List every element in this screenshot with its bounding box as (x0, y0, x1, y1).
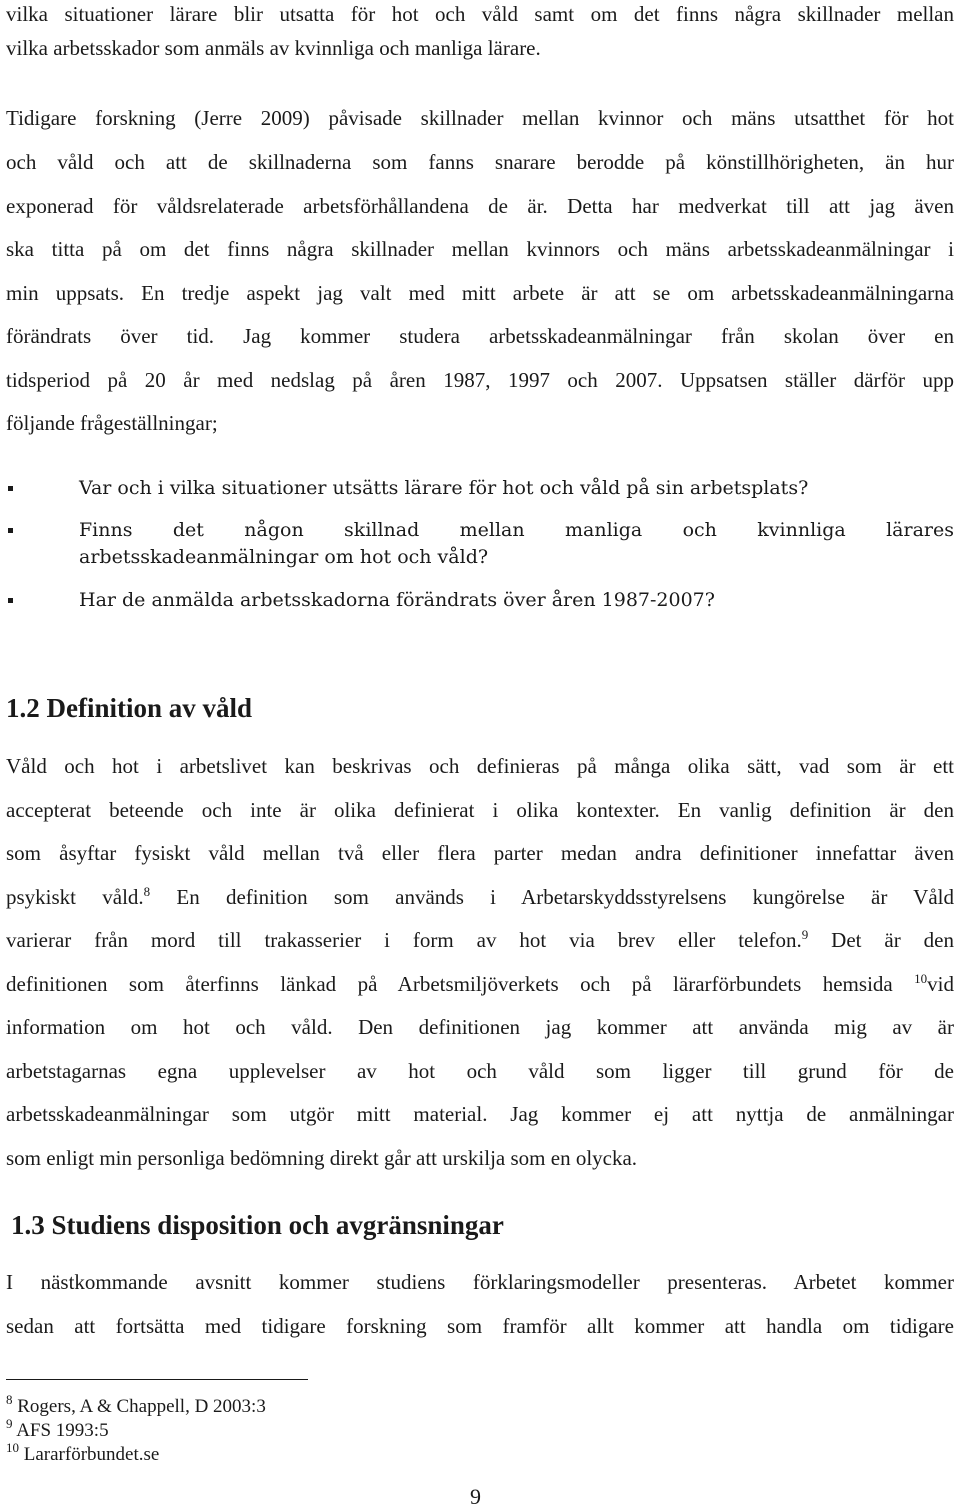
body-text-line: exponerad för våldsrelaterade arbetsförhållandena de är. Detta har medverkat till att jag även (6, 194, 954, 218)
footnote-number: 8 (6, 1392, 13, 1407)
question-item: Var och i vilka situationer utsätts lärare för hot och våld på sin arbetsplats? (79, 477, 809, 499)
body-text-line: sedan att fortsätta med tidigare forskning som framför allt kommer att handla om tidigare (6, 1314, 954, 1338)
footnote-number: 10 (6, 1440, 19, 1455)
text-run: psykiskt våld. (6, 885, 144, 909)
footnote-number: 9 (6, 1416, 13, 1431)
footnote-ref[interactable]: 10 (914, 971, 928, 986)
body-text-line: ska titta på om det finns några skillnader mellan kvinnors och mäns arbetsskadeanmälningar i (6, 237, 954, 261)
body-text-line: som enligt min personliga bedömning direkt går att urskilja som en olycka. (6, 1146, 638, 1170)
footnote (6, 1440, 160, 1466)
body-text-line: vilka situationer lärare blir utsatta för hot och våld samt om det finns några skillnader mellan (6, 2, 954, 26)
body-text-line: Tidigare forskning (Jerre 2009) påvisade skillnader mellan kvinnor och mäns utsatthet för hot (6, 106, 954, 130)
body-text-line: förändrats över tid. Jag kommer studera arbetsskadeanmälningar från skolan över en (6, 324, 954, 348)
footnote-divider (6, 1379, 308, 1380)
body-text-line: I nästkommande avsnitt kommer studiens förklaringsmodeller presenteras. Arbetet kommer (6, 1270, 954, 1294)
body-text-line (6, 970, 954, 998)
bullet-icon (8, 598, 13, 603)
page-number: 9 (470, 1484, 481, 1509)
text-run: Det är den (808, 928, 954, 952)
body-text-line: Våld och hot i arbetslivet kan beskrivas och definieras på många olika sätt, vad som är ett (6, 754, 954, 778)
body-text-line: som åsyftar fysiskt våld mellan två eller flera parter medan andra definitioner innefattar även (6, 841, 954, 865)
text-run: varierar från mord till trakasserier i form av hot via brev eller telefon. (6, 928, 802, 952)
body-text-line: arbetsskadeanmälningar som utgör mitt material. Jag kommer ej att nyttja de anmälningar (6, 1102, 954, 1126)
footnote (6, 1392, 266, 1418)
footnote-ref[interactable]: 9 (801, 927, 809, 942)
body-text-line (6, 926, 954, 954)
question-item: Finns det någon skillnad mellan manliga och kvinnliga lärares (79, 519, 954, 541)
question-item-continuation: arbetsskadeanmälningar om hot och våld? (79, 546, 489, 568)
text-run: vid (927, 972, 954, 996)
footnote-ref[interactable]: 8 (143, 884, 151, 899)
text-run: En definition som används i Arbetarskyddsstyrelsens kungörelse är Våld (150, 885, 955, 909)
question-item: Har de anmälda arbetsskadorna förändrats över åren 1987-2007? (79, 589, 715, 611)
bullet-icon (8, 528, 13, 533)
text-run: definitionen som återfinns länkad på Arbetsmiljöverkets och på lärarförbundets hemsida (6, 972, 915, 996)
body-text-line: tidsperiod på 20 år med nedslag på åren 1987, 1997 och 2007. Uppsatsen ställer därför upp (6, 368, 954, 392)
footnote-text: AFS 1993:5 (16, 1420, 109, 1441)
footnote-text: Lararförbundet.se (23, 1444, 160, 1465)
body-text-line: information om hot och våld. Den definitionen jag kommer att använda mig av är (6, 1015, 954, 1039)
body-text-line: och våld och att de skillnaderna som fanns snarare berodde på könstillhörigheten, än hur (6, 150, 954, 174)
bullet-icon (8, 486, 13, 491)
body-text-line: accepterat beteende och inte är olika definierat i olika kontexter. En vanlig definition är den (6, 798, 954, 822)
body-text-line: arbetstagarnas egna upplevelser av hot och våld som ligger till grund för de (6, 1059, 954, 1083)
body-text-line: min uppsats. En tredje aspekt jag valt med mitt arbete är att se om arbetsskadeanmälningarna (6, 281, 954, 305)
section-heading: 1.3 Studiens disposition och avgränsningar (11, 1210, 504, 1240)
body-text-line: vilka arbetsskador som anmäls av kvinnliga och manliga lärare. (6, 36, 541, 60)
body-text-line: följande frågeställningar; (6, 411, 218, 435)
footnote-text: Rogers, A & Chappell, D 2003:3 (17, 1396, 266, 1417)
footnote (6, 1416, 109, 1442)
body-text-line (6, 883, 954, 911)
section-heading: 1.2 Definition av våld (6, 693, 253, 723)
